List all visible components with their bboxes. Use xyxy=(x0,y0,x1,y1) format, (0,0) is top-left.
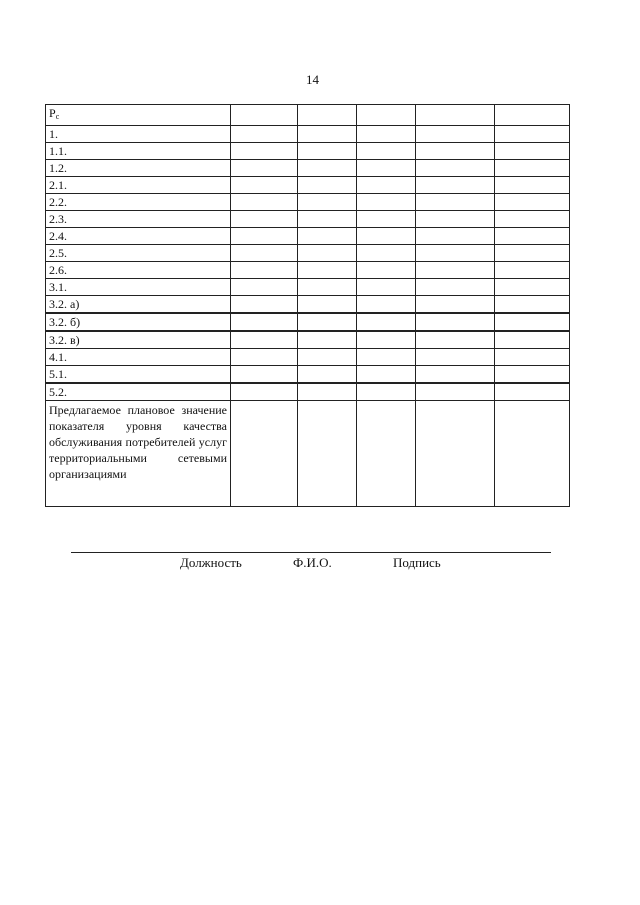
table-cell xyxy=(231,349,298,366)
table-cell xyxy=(357,160,416,177)
row-label: 2.2. xyxy=(46,194,231,211)
table-cell xyxy=(416,366,495,384)
table-cell xyxy=(231,143,298,160)
table-cell xyxy=(357,401,416,507)
table-cell xyxy=(298,383,357,401)
row-label: 3.1. xyxy=(46,279,231,296)
table-cell xyxy=(495,383,570,401)
table-row xyxy=(46,279,570,296)
p-symbol: P xyxy=(49,106,56,120)
table-cell xyxy=(416,296,495,314)
name-label: Ф.И.О. xyxy=(293,555,332,570)
row-label: 2.1. xyxy=(46,177,231,194)
table-cell xyxy=(495,296,570,314)
table-cell xyxy=(298,245,357,262)
table-cell xyxy=(416,313,495,331)
position-label: Должность xyxy=(180,555,242,570)
table-row xyxy=(46,331,570,349)
table-row xyxy=(46,313,570,331)
table-cell xyxy=(298,228,357,245)
table-cell xyxy=(298,105,357,126)
table-cell xyxy=(298,331,357,349)
table-cell xyxy=(231,313,298,331)
p-subscript: c xyxy=(55,112,60,121)
row-label: 4.1. xyxy=(46,349,231,366)
table-cell xyxy=(298,194,357,211)
table-cell xyxy=(298,279,357,296)
table-cell xyxy=(416,177,495,194)
table-row xyxy=(46,211,570,228)
table-cell xyxy=(231,383,298,401)
table-cell xyxy=(298,211,357,228)
table-cell xyxy=(231,194,298,211)
row-label: 2.3. xyxy=(46,211,231,228)
table-cell xyxy=(495,126,570,143)
table-row xyxy=(46,228,570,245)
table-cell xyxy=(357,366,416,384)
table-cell xyxy=(231,228,298,245)
table-cell xyxy=(298,349,357,366)
table-cell xyxy=(495,228,570,245)
table-cell xyxy=(495,105,570,126)
table-row xyxy=(46,349,570,366)
final-row-label: Предлагаемое плановое значение показателя уровня качества обслуживания потребителей услуг территориальными сетевыми организациями xyxy=(46,401,231,507)
table-cell xyxy=(357,143,416,160)
table-cell xyxy=(416,331,495,349)
table-cell xyxy=(231,211,298,228)
row-label: 3.2. в) xyxy=(46,331,231,349)
table-row xyxy=(46,143,570,160)
table-cell xyxy=(298,160,357,177)
table-cell xyxy=(231,126,298,143)
table-cell xyxy=(416,143,495,160)
row-label: 5.2. xyxy=(46,383,231,401)
table-cell xyxy=(231,160,298,177)
table-cell xyxy=(357,211,416,228)
table-cell xyxy=(495,279,570,296)
table-cell xyxy=(298,296,357,314)
table-cell xyxy=(231,331,298,349)
table-cell xyxy=(231,177,298,194)
table-cell xyxy=(298,401,357,507)
table-row-final xyxy=(46,401,570,507)
table-cell xyxy=(298,313,357,331)
row-label: 2.6. xyxy=(46,262,231,279)
row-label: 3.2. а) xyxy=(46,296,231,314)
table-cell xyxy=(357,383,416,401)
table-cell xyxy=(495,262,570,279)
table-row xyxy=(46,262,570,279)
row-label: 2.5. xyxy=(46,245,231,262)
table-row xyxy=(46,160,570,177)
table-row xyxy=(46,383,570,401)
table-row xyxy=(46,245,570,262)
table-cell xyxy=(357,331,416,349)
table-cell xyxy=(231,366,298,384)
table-cell xyxy=(298,126,357,143)
table-cell xyxy=(495,143,570,160)
table-cell xyxy=(495,366,570,384)
table-cell xyxy=(357,349,416,366)
row-label: 1. xyxy=(46,126,231,143)
table-cell xyxy=(231,105,298,126)
table-cell xyxy=(298,143,357,160)
table-row xyxy=(46,366,570,384)
table-cell xyxy=(357,313,416,331)
table-cell xyxy=(495,401,570,507)
row-label: 1.1. xyxy=(46,143,231,160)
table-cell xyxy=(495,194,570,211)
table-row xyxy=(46,126,570,143)
table-body xyxy=(46,105,570,507)
table-cell xyxy=(357,194,416,211)
table-cell xyxy=(357,177,416,194)
table-cell xyxy=(416,262,495,279)
table-cell xyxy=(231,262,298,279)
row-label: 2.4. xyxy=(46,228,231,245)
row-label: 5.1. xyxy=(46,366,231,384)
table-row xyxy=(46,194,570,211)
table-row xyxy=(46,296,570,314)
table-cell xyxy=(231,296,298,314)
table-cell xyxy=(495,331,570,349)
table-cell xyxy=(231,401,298,507)
table-cell xyxy=(357,296,416,314)
table-cell xyxy=(357,245,416,262)
table-cell xyxy=(416,279,495,296)
signature-line xyxy=(71,552,551,553)
row-label: 1.2. xyxy=(46,160,231,177)
table-cell xyxy=(357,105,416,126)
table-cell xyxy=(416,105,495,126)
table-cell xyxy=(357,262,416,279)
table-cell xyxy=(416,160,495,177)
table-cell xyxy=(495,160,570,177)
table-cell xyxy=(357,228,416,245)
table-cell xyxy=(416,245,495,262)
table-cell xyxy=(298,177,357,194)
table-cell xyxy=(416,228,495,245)
table-cell xyxy=(495,245,570,262)
table-row xyxy=(46,177,570,194)
table-cell xyxy=(495,313,570,331)
indicator-table xyxy=(45,104,570,507)
signature-label: Подпись xyxy=(393,555,441,570)
table-cell xyxy=(231,245,298,262)
table-cell xyxy=(416,126,495,143)
row-label: 3.2. б) xyxy=(46,313,231,331)
table-cell xyxy=(495,211,570,228)
table-cell xyxy=(416,401,495,507)
table-cell xyxy=(231,279,298,296)
table-cell xyxy=(357,279,416,296)
table-cell xyxy=(298,262,357,279)
table-cell-label xyxy=(46,105,231,126)
table-row xyxy=(46,105,570,126)
table-cell xyxy=(495,349,570,366)
table-cell xyxy=(416,194,495,211)
table-cell xyxy=(298,366,357,384)
table-cell xyxy=(357,126,416,143)
table-cell xyxy=(416,349,495,366)
table-cell xyxy=(416,211,495,228)
table-cell xyxy=(495,177,570,194)
page-number: 14 xyxy=(306,72,319,87)
table-cell xyxy=(416,383,495,401)
